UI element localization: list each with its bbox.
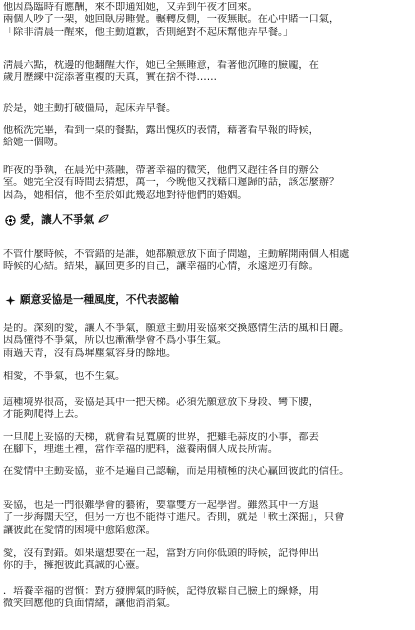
section-heading-1 xyxy=(5,213,109,227)
paragraph-3 xyxy=(3,103,413,115)
text-line: 兩個人吵了一架，她回臥房睡覺。輾轉反側，一夜無眠。在心中賭一口氣， xyxy=(3,14,340,26)
text-line: 給她一個吻。 xyxy=(3,137,65,149)
paragraph-4 xyxy=(3,125,413,150)
text-line: 他因爲臨時有應酬，來不即通知她，又弄到午夜才回來。 xyxy=(3,2,258,13)
paragraph-1 xyxy=(3,2,413,39)
text-line: 因為，她相信，他不至於如此幾忍地對待他們的婚姻。 xyxy=(3,189,248,201)
text-line: 微笑回應他的負面情緒，讓他消消氣。 xyxy=(3,598,177,610)
paragraph-14 xyxy=(3,586,413,611)
paragraph-13 xyxy=(3,548,413,573)
text-line: 室。她完全沒有時間去猜想，萬一，今晚他又找藉口遲歸的話，該怎麼辦？ xyxy=(3,177,340,189)
paragraph-8 xyxy=(3,371,413,383)
section-heading-text: 願意妥協是一種風度，不代表認輸 xyxy=(20,294,179,306)
text-line: 你的手，擁抱彼此真誠的心靈。 xyxy=(3,560,146,572)
text-line: 在愛情中主動妥協，並不是遍自己認輸，而是用積極的決心贏回彼此的信任。 xyxy=(3,466,350,477)
section-heading-text: 愛，讓人不爭氣 xyxy=(20,214,95,226)
text-line: 淸晨六點，枕邊的他翻醒大作，她已全無睡意，看著他沉睡的臉龐，在 xyxy=(3,60,319,71)
text-line: 相愛，不爭氣，也不生氣。 xyxy=(3,371,126,382)
sparkle-icon xyxy=(5,295,16,306)
section-heading-2 xyxy=(5,294,179,306)
text-line: 讓彼此在愛情的困境中愈陷愈深。 xyxy=(3,524,156,536)
text-line: 一旦爬上妥協的天梯，就會看見寬廣的世界，把雞毛蒜皮的小事，都丟 xyxy=(3,432,319,443)
text-line: 是的。深刻的愛，讓人不爭氣，願意主動用妥協來交換感情生活的風和日麗。 xyxy=(3,323,350,334)
text-line: 歲月歷練中淀添著重複的天真，實在捨不得…… xyxy=(3,72,217,84)
paragraph-2 xyxy=(3,60,413,85)
text-line: 因爲懂得不爭氣，所以也漸漸學會不爲小事生氣。 xyxy=(3,335,228,347)
paragraph-11 xyxy=(3,466,413,478)
leaf-icon xyxy=(98,213,109,227)
text-line: 雨過天青，沒有爲墀塵氣容身的餘地。 xyxy=(3,347,177,359)
text-line: 「除非清晨一醒來，他主動道歉，否則絕對不起床幫他弄早餐。」 xyxy=(3,26,294,38)
paragraph-12 xyxy=(3,500,413,537)
text-line: 這種境界很高，妥協是其中一把天梯。必須先願意放下身段、彎下腰， xyxy=(3,397,319,408)
text-line: ．培養幸福的習慣：對方發脾氣的時候，記得放鬆自己臉上的線條，用 xyxy=(3,586,319,597)
paragraph-7 xyxy=(3,323,413,360)
text-line: 不管什麼時候，不管錯的是誰，她都願意放下面子問題，主動解開兩個人相處 xyxy=(3,249,350,260)
text-line: 才能夠爬得上去。 xyxy=(3,409,85,421)
paragraph-5 xyxy=(3,165,413,202)
text-line: 愛，沒有對錯。如果還想要在一起，當對方向你低頭的時候，記得伸出 xyxy=(3,548,319,559)
text-line: 他梳洗完畢，看到一桌的餐點，露出愧疚的表情，藉著看早報的時候， xyxy=(3,125,319,136)
paragraph-6 xyxy=(3,249,413,274)
paragraph-9 xyxy=(3,397,413,422)
text-line: 昨夜的爭執，在晨光中蒸融，帶著幸福的微笑，他們又趕往各自的辦公 xyxy=(3,165,319,176)
paragraph-10 xyxy=(3,432,413,457)
text-line: 妥協，也是一門很難學會的藝術，要靠雙方一起學習。雖然其中一方退 xyxy=(3,500,319,511)
text-line: 時候的心結。結果，贏回更多的自己，讓幸福的心情，永遠逆刃有餘。 xyxy=(3,261,319,273)
text-line: 了一步海闊天空，但另一方也不能得寸進尺。否則，就是「軟土深掘」，只會 xyxy=(3,512,345,524)
flower-icon xyxy=(5,215,16,226)
text-line: 在腳下，埋進土裡，當作幸福的肥料，滋養兩個人成長所需。 xyxy=(3,444,279,456)
text-line: 於是，她主動打破僵局，起床弄早餐。 xyxy=(3,103,177,114)
